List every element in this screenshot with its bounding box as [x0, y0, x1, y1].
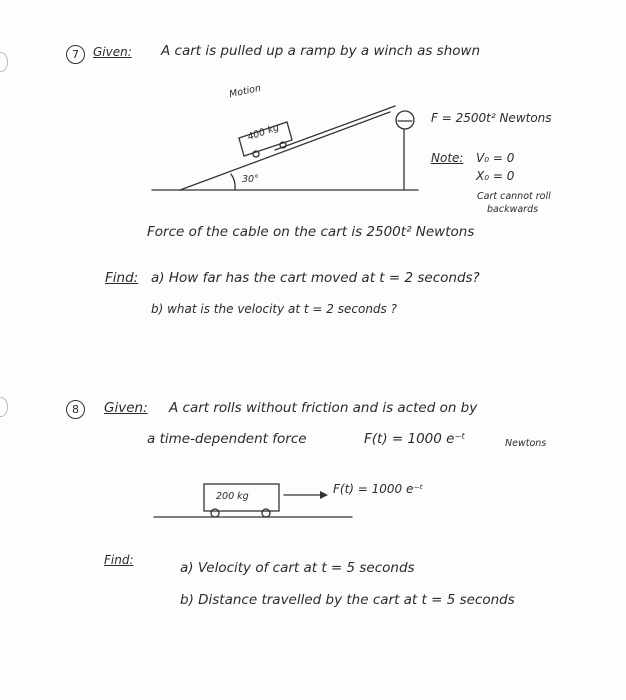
- given-text-7: A cart is pulled up a ramp by a winch as shown: [161, 43, 481, 59]
- cable-force-text: Force of the cable on the cart is 2500t² Newtons: [147, 224, 475, 240]
- find-8a: a) Velocity of cart at t = 5 seconds: [180, 560, 415, 576]
- given-label-8: Given:: [104, 400, 148, 416]
- force-unit-8: Newtons: [505, 438, 547, 449]
- find-7b: b) what is the velocity at t = 2 seconds ?: [151, 302, 397, 316]
- given-text-8-line-2: a time-dependent force: [147, 431, 307, 447]
- find-label-7: Find:: [105, 270, 139, 286]
- note-initial-velocity: V₀ = 0: [476, 151, 515, 165]
- note-label: Note:: [431, 151, 464, 165]
- cart-mass-label-8: 200 kg: [216, 491, 249, 502]
- problem-number-8: 8: [66, 400, 85, 419]
- note-roll-line-1: Cart cannot roll: [477, 191, 551, 202]
- ramp-angle-label: 30°: [242, 174, 259, 185]
- find-7a: a) How far has the cart moved at t = 2 seconds?: [151, 270, 480, 286]
- note-roll-line-2: backwards: [487, 204, 539, 215]
- find-label-8: Find:: [104, 553, 134, 567]
- force-equation-8: F(t) = 1000 e⁻ᵗ: [364, 431, 466, 447]
- given-label-7: Given:: [93, 45, 132, 59]
- note-initial-position: X₀ = 0: [476, 169, 515, 183]
- find-8b: b) Distance travelled by the cart at t = 5 seconds: [180, 592, 515, 608]
- force-equation-7: F = 2500t² Newtons: [431, 111, 552, 125]
- motion-label: Motion: [228, 82, 263, 101]
- given-text-8: A cart rolls without friction and is acted on by: [169, 400, 478, 416]
- arrow-force-label: F(t) = 1000 e⁻ᵗ: [333, 482, 424, 496]
- problem-number-7: 7: [66, 45, 85, 64]
- cart-mass-label-7: 400 kg: [246, 121, 281, 144]
